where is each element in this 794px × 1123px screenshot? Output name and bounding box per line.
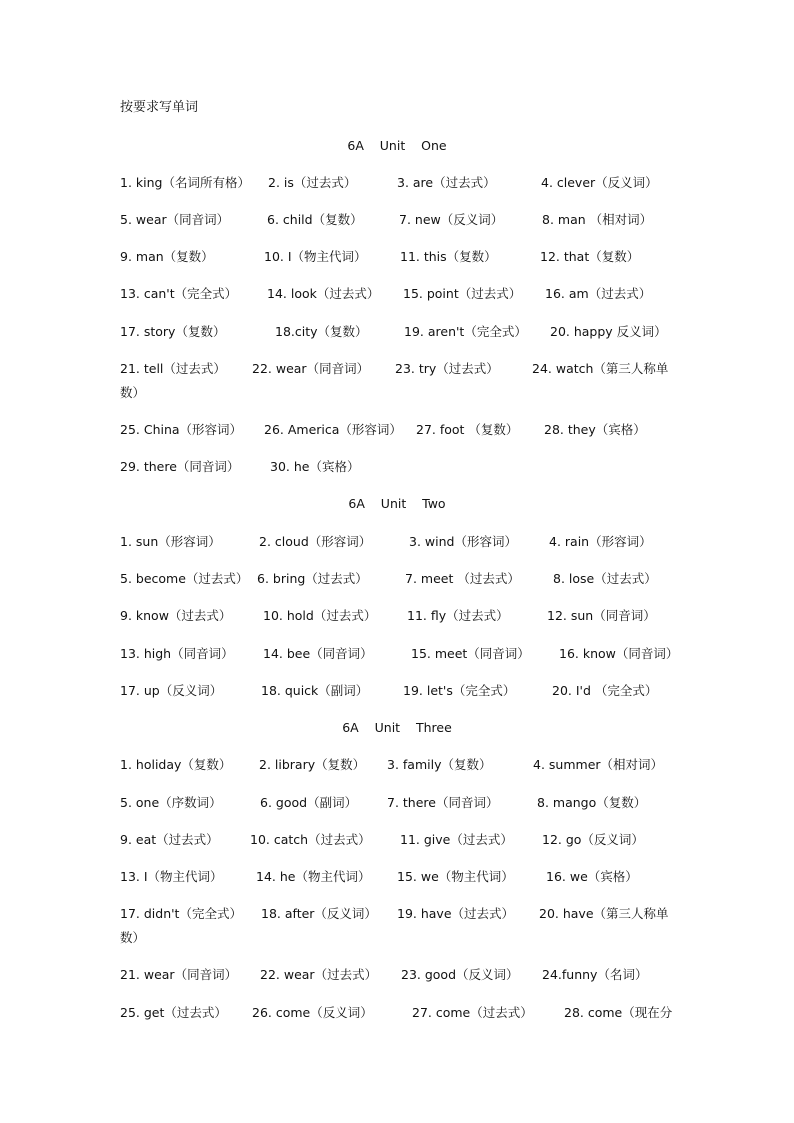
exercise-row (0, 457, 794, 477)
exercise-item: 20. happy 反义词） (550, 324, 667, 339)
exercise-item: 11. this（复数） (400, 249, 497, 264)
exercise-item: 5. wear（同音词） (120, 212, 230, 227)
exercise-item: 2. is（过去式） (268, 175, 357, 190)
exercise-item: 17. up（反义词） (120, 683, 223, 698)
exercise-item: 2. cloud（形容词） (259, 534, 372, 549)
exercise-item: 3. are（过去式） (397, 175, 496, 190)
exercise-item: 12. that（复数） (540, 249, 640, 264)
unit-heading: 6A Unit Three (342, 720, 452, 735)
exercise-item: 10. I（物主代词） (264, 249, 367, 264)
exercise-item: 25. China（形容词） (120, 422, 243, 437)
exercise-item: 23. try（过去式） (395, 361, 499, 376)
exercise-row (0, 359, 794, 379)
exercise-row (0, 965, 794, 985)
exercise-item: 28. they（宾格） (544, 422, 646, 437)
exercise-item: 14. he（物主代词） (256, 869, 371, 884)
exercise-item: 8. mango（复数） (537, 795, 647, 810)
exercise-item: 1. holiday（复数） (120, 757, 232, 772)
exercise-item: 28. come（现在分 (564, 1005, 673, 1020)
exercise-item: 13. can't（完全式） (120, 286, 238, 301)
exercise-item: 10. hold（过去式） (263, 608, 377, 623)
exercise-item: 6. child（复数） (267, 212, 363, 227)
exercise-item: 22. wear（过去式） (260, 967, 378, 982)
exercise-item: 17. didn't（完全式） (120, 906, 242, 921)
exercise-item: 24. watch（第三人称单 (532, 361, 669, 376)
exercise-item: 8. lose（过去式） (553, 571, 657, 586)
exercise-item: 30. he（宾格） (270, 459, 360, 474)
exercise-item: 13. I（物主代词） (120, 869, 223, 884)
exercise-row (0, 173, 794, 193)
exercise-row (0, 830, 794, 850)
exercise-item: 11. fly（过去式） (407, 608, 509, 623)
exercise-row (0, 644, 794, 664)
exercise-item: 12. go（反义词） (542, 832, 644, 847)
exercise-item: 16. know（同音词） (559, 646, 679, 661)
exercise-row (0, 867, 794, 887)
exercise-item-continuation: 数） (120, 930, 146, 945)
exercise-item: 15. point（过去式） (403, 286, 522, 301)
exercise-item: 18.city（复数） (275, 324, 368, 339)
unit-heading: 6A Unit Two (348, 496, 446, 511)
exercise-item: 26. America（形容词） (264, 422, 402, 437)
exercise-item: 27. foot （复数） (416, 422, 519, 437)
exercise-item: 19. aren't（完全式） (404, 324, 527, 339)
exercise-item: 14. bee（同音词） (263, 646, 373, 661)
exercise-item: 9. know（过去式） (120, 608, 232, 623)
exercise-item: 18. after（反义词） (261, 906, 377, 921)
exercise-item: 2. library（复数） (259, 757, 366, 772)
exercise-item: 3. wind（形容词） (409, 534, 517, 549)
exercise-item: 4. clever（反义词） (541, 175, 658, 190)
exercise-row (0, 247, 794, 267)
exercise-row (0, 284, 794, 304)
exercise-item: 20. I'd （完全式） (552, 683, 658, 698)
exercise-item: 14. look（过去式） (267, 286, 380, 301)
exercise-row (0, 793, 794, 813)
exercise-row (0, 532, 794, 552)
exercise-item: 19. let's（完全式） (403, 683, 516, 698)
exercise-item: 4. summer（相对词） (533, 757, 664, 772)
exercise-item: 17. story（复数） (120, 324, 226, 339)
exercise-item: 16. we（宾格） (546, 869, 638, 884)
exercise-item: 15. meet（同音词） (411, 646, 530, 661)
exercise-item: 26. come（反义词） (252, 1005, 373, 1020)
exercise-item: 10. catch（过去式） (250, 832, 371, 847)
exercise-item: 29. there（同音词） (120, 459, 240, 474)
exercise-item: 21. wear（同音词） (120, 967, 238, 982)
exercise-item: 20. have（第三人称单 (539, 906, 669, 921)
exercise-row (0, 420, 794, 440)
exercise-item: 12. sun（同音词） (547, 608, 656, 623)
exercise-item: 1. sun（形容词） (120, 534, 221, 549)
exercise-item: 15. we（物主代词） (397, 869, 514, 884)
unit-heading: 6A Unit One (347, 138, 447, 153)
exercise-row (0, 904, 794, 924)
exercise-item: 16. am（过去式） (545, 286, 652, 301)
exercise-item: 6. good（副词） (260, 795, 358, 810)
exercise-item: 25. get（过去式） (120, 1005, 227, 1020)
exercise-item: 5. one（序数词） (120, 795, 222, 810)
exercise-item: 19. have（过去式） (397, 906, 515, 921)
exercise-item: 1. king（名词所有格） (120, 175, 250, 190)
exercise-item: 7. meet （过去式） (405, 571, 520, 586)
exercise-item: 5. become（过去式） (120, 571, 249, 586)
exercise-row (0, 681, 794, 701)
exercise-row (0, 606, 794, 626)
exercise-item: 4. rain（形容词） (549, 534, 652, 549)
exercise-item: 21. tell（过去式） (120, 361, 226, 376)
exercise-item: 24.funny（名词） (542, 967, 648, 982)
exercise-item: 11. give（过去式） (400, 832, 513, 847)
exercise-row (0, 210, 794, 230)
exercise-item: 23. good（反义词） (401, 967, 519, 982)
exercise-row (0, 755, 794, 775)
exercise-item: 22. wear（同音词） (252, 361, 370, 376)
exercise-item: 3. family（复数） (387, 757, 492, 772)
exercise-item: 9. man（复数） (120, 249, 214, 264)
exercise-item: 13. high（同音词） (120, 646, 234, 661)
exercise-item: 27. come（过去式） (412, 1005, 533, 1020)
exercise-row (0, 569, 794, 589)
exercise-item: 18. quick（副词） (261, 683, 369, 698)
exercise-row (0, 1003, 794, 1023)
exercise-item-continuation: 数） (120, 385, 146, 400)
exercise-item: 9. eat（过去式） (120, 832, 219, 847)
document-title: 按要求写单词 (120, 100, 199, 115)
exercise-item: 7. new（反义词） (399, 212, 504, 227)
exercise-row (0, 322, 794, 342)
exercise-item: 7. there（同音词） (387, 795, 499, 810)
exercise-item: 8. man （相对词） (542, 212, 653, 227)
exercise-item: 6. bring（过去式） (257, 571, 368, 586)
